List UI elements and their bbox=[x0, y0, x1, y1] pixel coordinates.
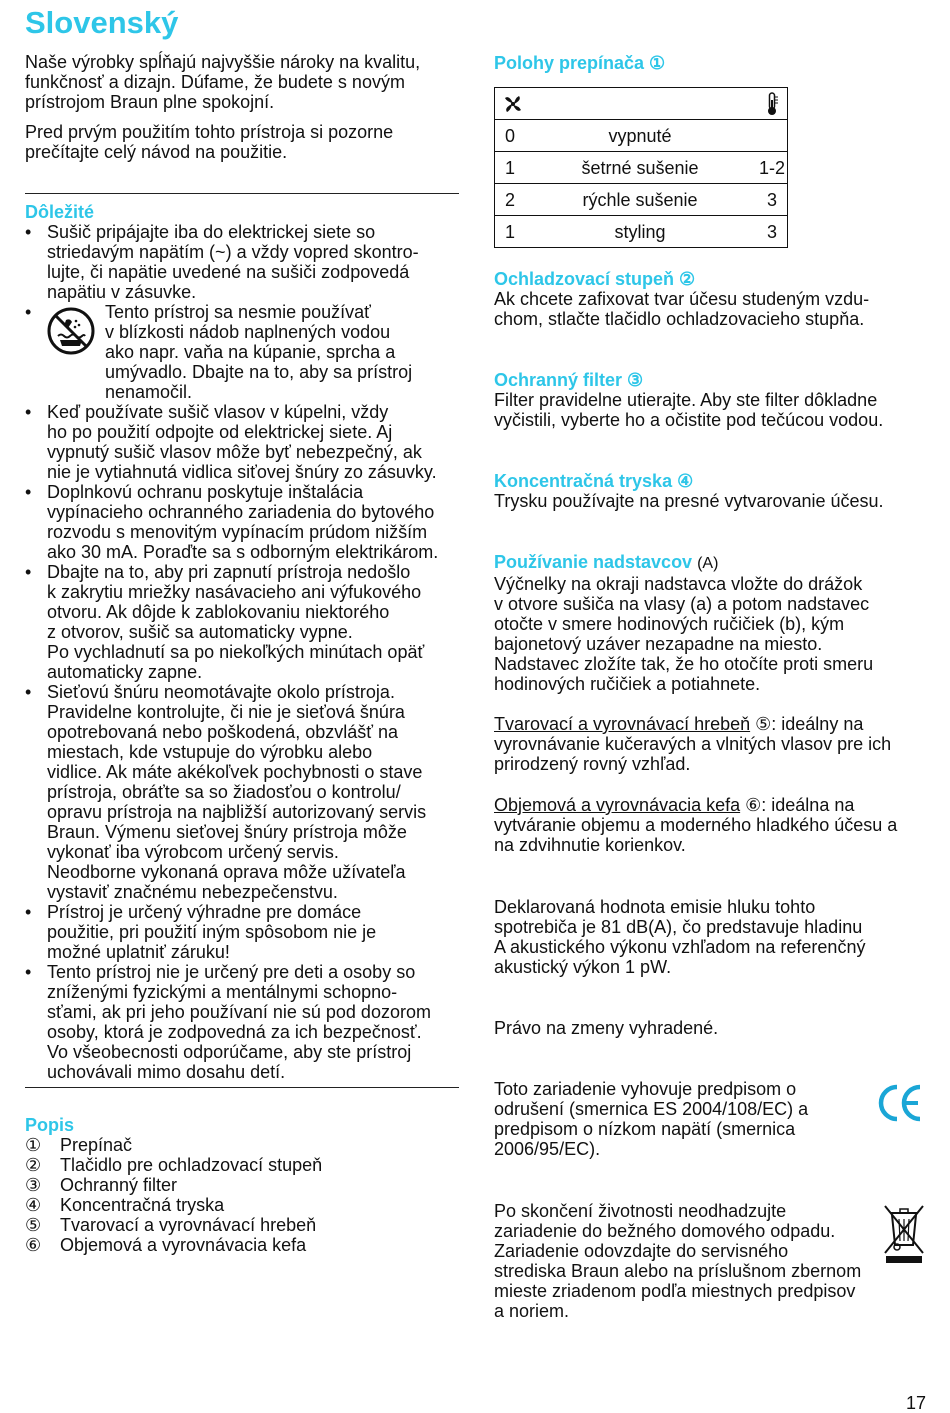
nozzle-heading: Koncentračná tryska ④ bbox=[494, 471, 694, 491]
switch-row: 2 rýchle sušenie 3 bbox=[495, 184, 788, 216]
bullet-dot: • bbox=[25, 402, 32, 422]
description-item: ① Prepínač bbox=[25, 1135, 133, 1155]
brush-label: Objemová a vyrovnávacia kefa bbox=[494, 795, 741, 815]
attach-figure-ref: (A) bbox=[697, 555, 719, 572]
attach-heading: Používanie nadstavcov bbox=[494, 552, 693, 572]
description-item: ② Tlačidlo pre ochladzovací stupeň bbox=[25, 1155, 323, 1175]
description-section bbox=[25, 1115, 465, 1255]
bullet-dot: • bbox=[25, 682, 32, 702]
switch-table-header bbox=[495, 88, 788, 120]
bullet-dot: • bbox=[25, 962, 32, 982]
ce-mark-icon bbox=[876, 1081, 924, 1129]
important-bullet-6: • Sieťovú šnúru neomotávajte okolo prístroja. Pravidelne kontrolujte, či nie je sieťová šnúra opotrebovaná nebo poškodená, obzvlášť na miestach, kde vstupuje do výrobku alebo vidlice. Ak máte akékoľvek pochybnosti o stave prístroja, obráťte sa so žiadosťou o kontrolu/ opravu prístroja na najbližší autorizovaný servis Braun. Výmenu sieťovej šnúry prístroja môže vykonať iba výrobcom určený servis. Neodborne vykonaná oprava môže užívateľa vystaviť značnému nebezpečenstvu. bbox=[25, 682, 427, 902]
page-title: Slovenský bbox=[25, 5, 179, 40]
section-divider bbox=[25, 193, 459, 194]
bullet-dot: • bbox=[25, 482, 32, 502]
description-item: ⑤ Tvarovací a vyrovnávací hrebeň bbox=[25, 1215, 317, 1235]
bullet-dot: • bbox=[25, 562, 32, 582]
bullet-dot: • bbox=[25, 302, 32, 322]
rights-note: Právo na zmeny vyhradené. bbox=[494, 1018, 719, 1038]
important-bullet-8: • Tento prístroj nie je určený pre deti a osoby so zníženými fyzickými a mentálnymi schopno- sťami, ak pri jeho používaní nie sú pod dozorom osoby, ktorá je zodpovedná za ich bezpečnosť. Vo všeobecnosti odporúčame, aby ste prístroj uchovávali mimo dosahu detí. bbox=[25, 962, 431, 1082]
intro-paragraph-2: Pred prvým použitím tohto prístroja si pozorne prečítajte celý návod na použitie. bbox=[25, 122, 394, 162]
filter-heading: Ochranný filter ③ bbox=[494, 370, 644, 390]
nozzle-section: Koncentračná tryska ④ Trysku používajte na presné vytvarovanie účesu. bbox=[494, 471, 926, 511]
noise-section: Deklarovaná hodnota emisie hluku tohto spotrebiča je 81 dB(A), čo predstavuje hladinu A akustického výkonu vzhľadom na referenčný akustický výkon 1 pW. bbox=[494, 897, 866, 977]
thermometer-icon bbox=[765, 92, 779, 120]
attach-section: Používanie nadstavcov (A) Výčnelky na okraji nadstavca vložte do drážok v otvore sušiča na vlasy (a) a potom nadstavec otočte v smere hodinových ručičiek (b), kým bajonetový uzáver nezapadne na miesto. Nadstavec zložíte tak, že ho otočíte proti smeru hodinových ručičiek a potiahnete. bbox=[494, 552, 926, 694]
description-heading: Popis bbox=[25, 1115, 75, 1135]
important-heading: Dôležité bbox=[25, 202, 95, 222]
switch-row: 1 styling 3 bbox=[495, 216, 788, 248]
bullet-dot: • bbox=[25, 222, 32, 242]
weee-section: Po skončení životnosti neodhadzujte zariadenie do bežného domového odpadu. Zariadenie odovzdajte do servisného strediska Braun alebo na príslušnom zbernom mieste zriadenom podľa miestnych predpisov a noriem. bbox=[494, 1201, 862, 1321]
switch-row: 0 vypnuté bbox=[495, 120, 788, 152]
description-item: ③ Ochranný filter bbox=[25, 1175, 178, 1195]
no-water-warning-icon bbox=[46, 306, 96, 360]
important-bullet-1: • Sušič pripájajte iba do elektrickej siete so striedavým napätím (~) a vždy vopred skontro- lujte, či napätie uvedené na sušiči zodpovedá napätiu v zásuvke. bbox=[25, 222, 419, 302]
comb-label: Tvarovací a vyrovnávací hrebeň bbox=[494, 714, 751, 734]
important-bullet-3: • Keď používate sušič vlasov v kúpelni, vždy ho po použití odpojte od elektrickej siete. Aj vypnutý sušič vlasov môže byť nebezpečný, ak nie je vytiahnutá vidlica siťovej šnúry zo zásuvky. bbox=[25, 402, 437, 482]
cool-section: Ochladzovací stupeň ② Ak chcete zafixovat tvar účesu studeným vzdu- chom, stlačte tlačidlo ochladzovacieho stupňa. bbox=[494, 269, 926, 329]
cool-heading: Ochladzovací stupeň ② bbox=[494, 269, 696, 289]
fan-icon bbox=[503, 94, 523, 118]
filter-section: Ochranný filter ③ Filter pravidelne utierajte. Aby ste filter dôkladne vyčistili, vyberte ho a očistite pod tečúcou vodou. bbox=[494, 370, 926, 430]
important-bullet-2: • Tento prístroj sa nesmie používať v blízkosti nádob naplnených vodou ako napr. vaňa na kúpanie, sprcha a umývadlo. Dbajte na to, aby sa prístroj nenamočil. bbox=[25, 302, 413, 402]
description-item: ④ Koncentračná tryska bbox=[25, 1195, 225, 1215]
switch-row: 1 šetrné sušenie 1-2 bbox=[495, 152, 788, 184]
ce-section: Toto zariadenie vyhovuje predpisom o odrušení (smernica ES 2004/108/EC) a predpisom o nízkom napätí (smernica 2006/95/EC). bbox=[494, 1079, 809, 1159]
page-number: 17 bbox=[905, 1393, 926, 1413]
intro-paragraph-1: Naše výrobky spĺňajú najvyššie nároky na kvalitu, funkčnosť a dizajn. Dúfame, že budete s novým prístrojom Braun plne spokojní. bbox=[25, 52, 421, 112]
important-bullet-4: • Doplnkovú ochranu poskytuje inštalácia vypínacieho ochranného zariadenia do bytového rozvodu s menovitým vypínacím prúdom nižším ako 30 mA. Poraďte sa s odborným elektrikárom. bbox=[25, 482, 439, 562]
crossed-bin-icon bbox=[882, 1203, 926, 1271]
bullet-dot: • bbox=[25, 902, 32, 922]
important-bullet-7: • Prístroj je určený výhradne pre domáce použitie, pri použití iným spôsobom nie je možné uplatniť záruku! bbox=[25, 902, 377, 962]
attach-heading-line bbox=[494, 552, 926, 574]
switch-heading: Polohy prepínača ① bbox=[494, 53, 666, 73]
switch-table bbox=[494, 87, 788, 248]
description-item: ⑥ Objemová a vyrovnávacia kefa bbox=[25, 1235, 307, 1255]
brush-section: Objemová a vyrovnávacia kefa ⑥: ideálna na vytváranie objemu a moderného hladkého účesu a na zdvihnutie korienkov. bbox=[494, 795, 898, 855]
important-bullet-5: • Dbajte na to, aby pri zapnutí prístroja nedošlo k zakrytiu mriežky nasávacieho ani výfukového otvoru. Ak dôjde k zablokovaniu niektorého z otvorov, sušič sa automaticky vypne. Po vychladnutí sa po niekoľkých minútach opäť automaticky zapne. bbox=[25, 562, 425, 682]
comb-section: Tvarovací a vyrovnávací hrebeň ⑤: ideálny na vyrovnávanie kučeravých a vlnitých vlasov pre ich prirodzený rovný vzhľad. bbox=[494, 714, 892, 774]
important-section bbox=[25, 202, 465, 1082]
section-divider bbox=[25, 1087, 459, 1088]
